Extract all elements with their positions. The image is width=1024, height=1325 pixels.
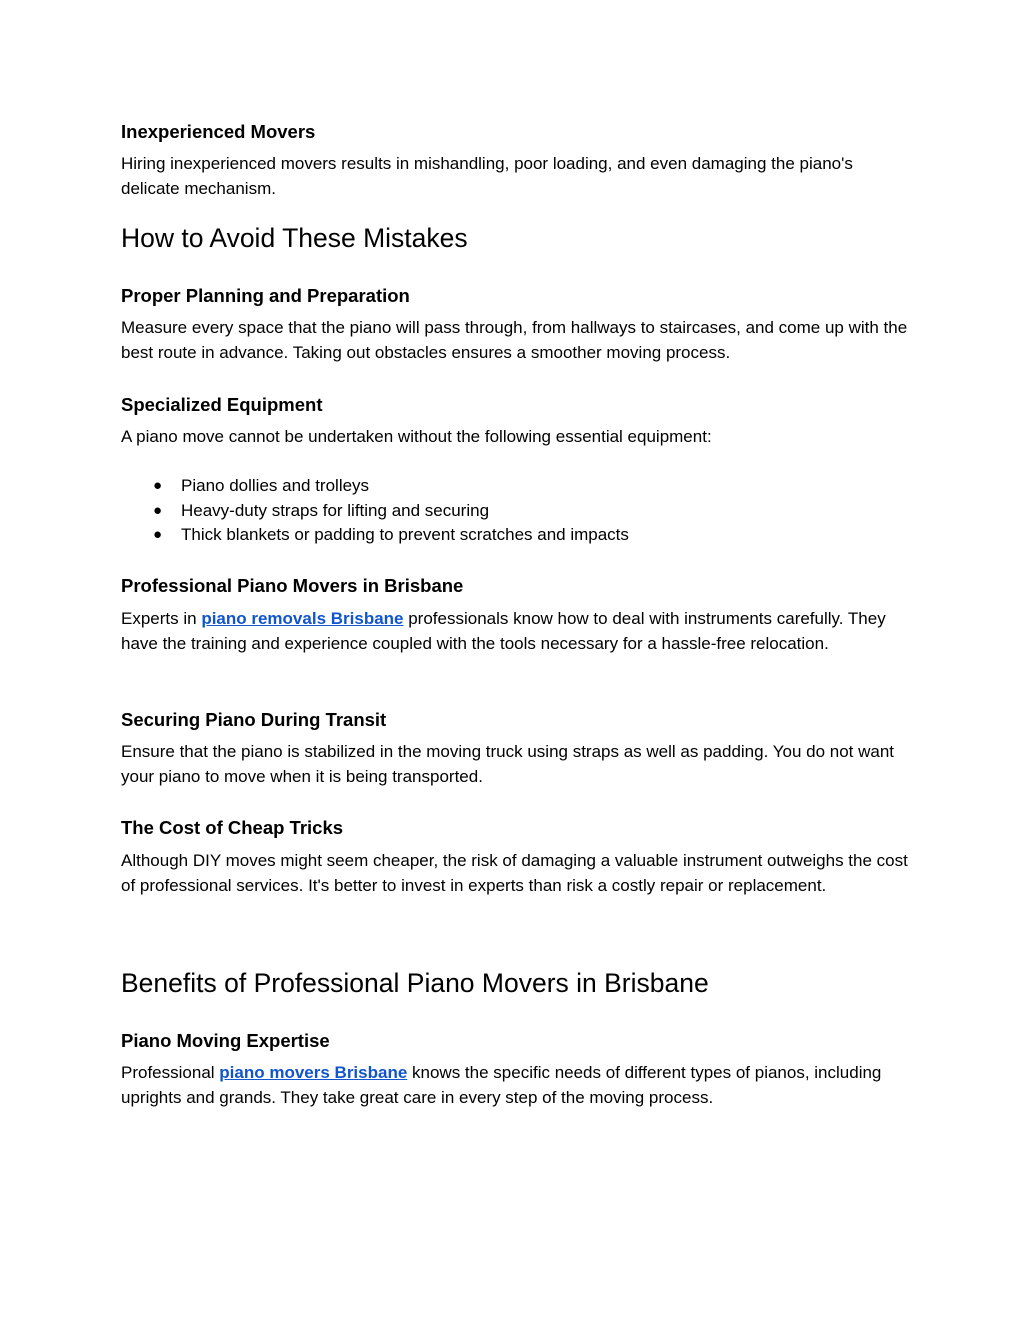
- text-segment: Professional: [121, 1063, 220, 1082]
- list-item: [121, 523, 629, 548]
- bullet-icon: ●: [153, 477, 163, 494]
- heading-expertise: Piano Moving Expertise: [121, 1030, 330, 1051]
- equipment-list: [121, 474, 629, 548]
- paragraph-securing-transit: Ensure that the piano is stabilized in the moving truck using straps as well as padding. You do not want your piano to move when it is being transported.: [121, 742, 895, 786]
- heading-professional-movers: Professional Piano Movers in Brisbane: [121, 575, 464, 596]
- list-item-text: Heavy-duty straps for lifting and securing: [181, 500, 490, 520]
- paragraph-professional-movers: [121, 607, 911, 656]
- heading-how-to-avoid: How to Avoid These Mistakes: [121, 223, 468, 253]
- paragraph-planning: Measure every space that the piano will pass through, from hallways to staircases, and come up with the best route in advance. Taking out obstacles ensures a smoother moving process.: [121, 318, 908, 362]
- text-segment: knows the specific needs of different types of pianos, including uprights and grands. They take great care in every step of the moving process.: [121, 1063, 882, 1107]
- heading-benefits: Benefits of Professional Piano Movers in Brisbane: [121, 968, 709, 998]
- list-item-text: Piano dollies and trolleys: [181, 476, 370, 495]
- list-item: [121, 499, 629, 524]
- piano-removals-link[interactable]: piano removals Brisbane: [201, 609, 404, 628]
- list-item: [121, 474, 629, 499]
- text-segment: Experts in: [121, 609, 202, 628]
- heading-cost-cheap-tricks: The Cost of Cheap Tricks: [121, 817, 344, 838]
- heading-securing-transit: Securing Piano During Transit: [121, 709, 387, 730]
- bullet-icon: ●: [153, 526, 163, 543]
- piano-movers-link[interactable]: piano movers Brisbane: [219, 1063, 408, 1082]
- text-segment: professionals know how to deal with instruments carefully. They have the training and experience coupled with the tools necessary for a hassle-free relocation.: [121, 609, 886, 653]
- paragraph-cost-cheap-tricks: Although DIY moves might seem cheaper, the risk of damaging a valuable instrument outweighs the cost of professional services. It's better to invest in experts than risk a costly repair or replacement.: [121, 851, 908, 895]
- paragraph-expertise: [121, 1061, 911, 1110]
- heading-inexperienced-movers: Inexperienced Movers: [121, 121, 316, 142]
- list-item-text: Thick blankets or padding to prevent scratches and impacts: [181, 525, 629, 544]
- paragraph-equipment: A piano move cannot be undertaken without the following essential equipment:: [121, 427, 712, 446]
- heading-planning: Proper Planning and Preparation: [121, 285, 410, 306]
- heading-equipment: Specialized Equipment: [121, 394, 323, 415]
- bullet-icon: ●: [153, 501, 163, 519]
- paragraph-inexperienced-movers: Hiring inexperienced movers results in mishandling, poor loading, and even damaging the piano's delicate mechanism.: [121, 154, 853, 198]
